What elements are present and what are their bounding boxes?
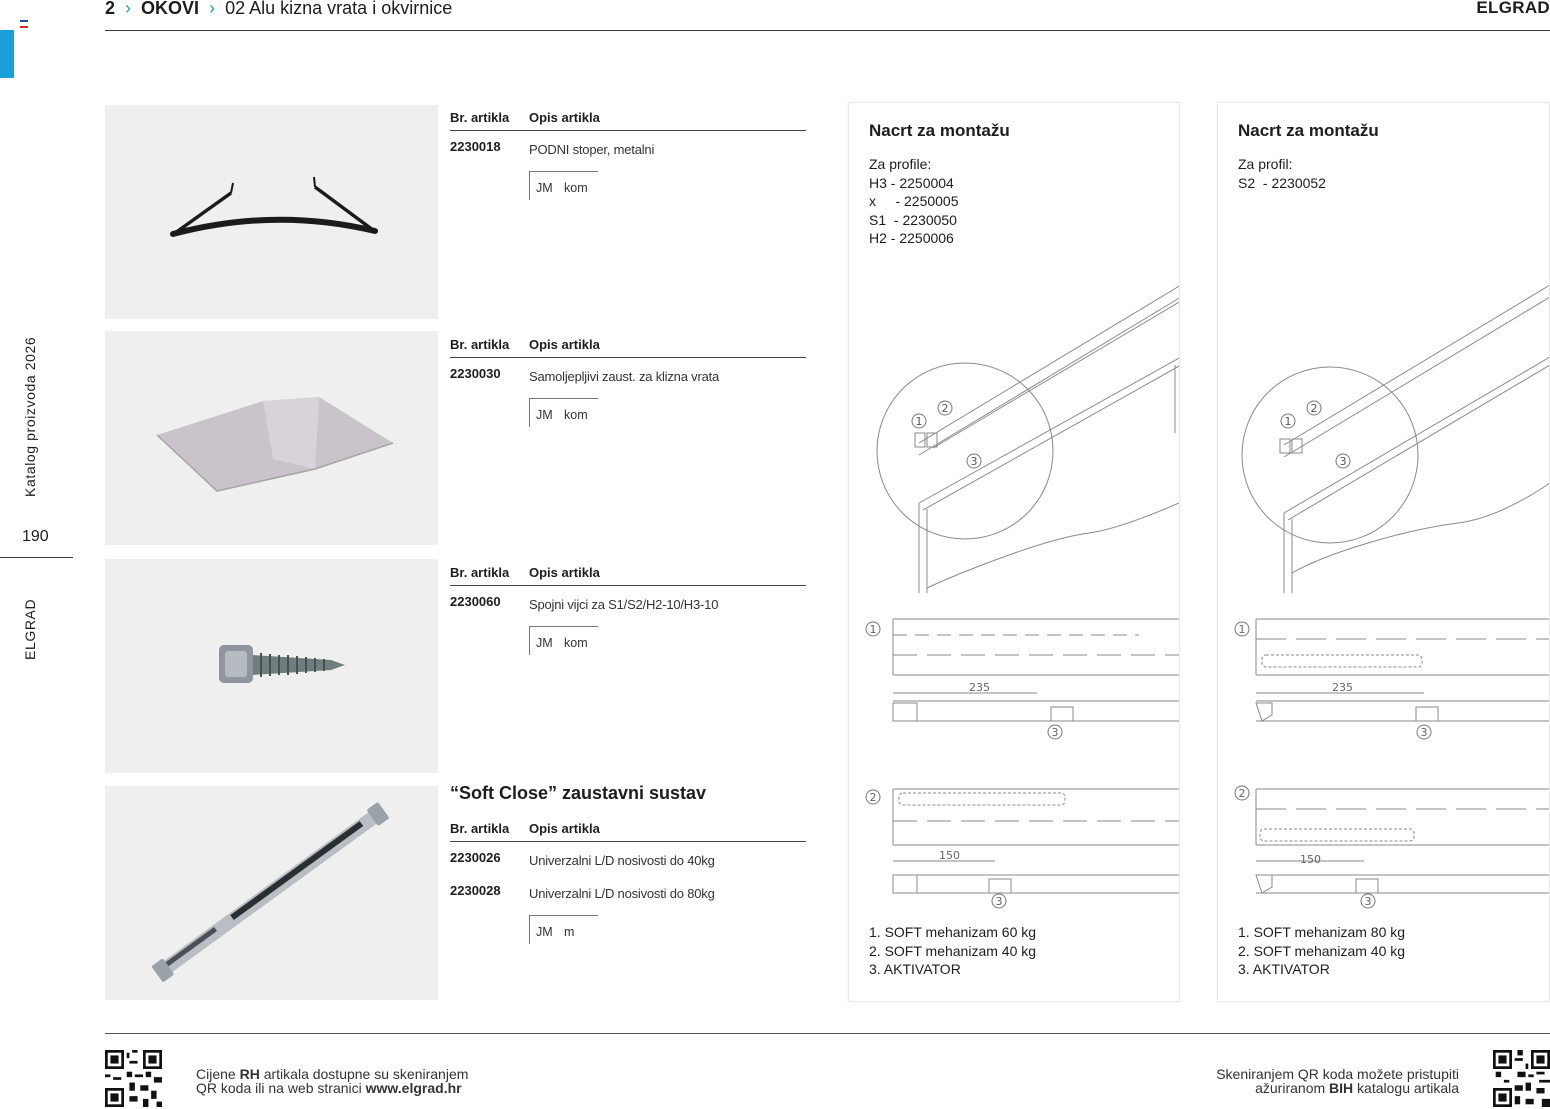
panel-title: Nacrt za montažu: [1238, 121, 1379, 140]
footer-text: ažuriranom: [1255, 1080, 1330, 1096]
table-header: [450, 565, 806, 586]
article-description: Univerzalni L/D nosivosti do 80kg: [529, 886, 715, 901]
mount-panel-1: [848, 102, 1180, 1002]
header-brand: ELGRAD: [1476, 0, 1550, 17]
footer-left-text: [196, 1067, 468, 1095]
component-list: [1238, 923, 1405, 979]
divider: [0, 557, 73, 558]
table-row: [450, 586, 806, 619]
dimension-235: 235: [1332, 681, 1353, 694]
footer-text: QR koda ili na web stranici: [196, 1080, 366, 1096]
unit-label: JM: [536, 925, 553, 939]
breadcrumb: [105, 0, 452, 19]
marker-2: 2: [1310, 402, 1318, 415]
article-code: 2230030: [450, 366, 501, 381]
marker-3: 3: [995, 895, 1003, 908]
marker-3: 3: [1364, 895, 1372, 908]
dimension-235: 235: [969, 681, 990, 694]
marker-1: 1: [1284, 415, 1292, 428]
table-row: [450, 875, 806, 908]
breadcrumb-sub-number: 02: [225, 0, 246, 18]
article-code: 2230018: [450, 139, 501, 154]
marker-3: 3: [1339, 455, 1347, 468]
article-description: Univerzalni L/D nosivosti do 40kg: [529, 853, 715, 868]
unit-label: JM: [536, 636, 553, 650]
table-row: [450, 131, 806, 164]
footer-text: Skeniranjem QR koda možete pristupiti: [1216, 1066, 1459, 1082]
list-item: 3. AKTIVATOR: [1238, 961, 1330, 977]
footer-text: Cijene: [196, 1066, 240, 1082]
marker-3: 3: [970, 455, 978, 468]
unit-value: kom: [564, 408, 588, 422]
footer-right-text: [1216, 1067, 1459, 1095]
website-link[interactable]: www.elgrad.hr: [365, 1080, 462, 1096]
footer-text-bold: BIH: [1329, 1080, 1354, 1096]
section-marker-1: 1: [1238, 623, 1246, 636]
list-item: 2. SOFT mehanizam 40 kg: [869, 942, 1037, 959]
list-item: 1. SOFT mehanizam 60 kg: [869, 924, 1037, 940]
unit-box: [529, 171, 598, 200]
product-table-2230060: [450, 565, 806, 650]
unit-box: [529, 626, 598, 655]
table-row: [450, 842, 806, 875]
unit-label: JM: [536, 408, 553, 422]
marker-3: 3: [1420, 726, 1428, 739]
component-list: [869, 923, 1036, 979]
profile-list: Za profile: H3 - 2250004 x - 2250005 S1 - 2230050 H2 - 2250006: [869, 156, 959, 246]
unit-value: kom: [564, 181, 588, 195]
breadcrumb-section-number: 2: [105, 0, 116, 18]
unit-box: [529, 915, 598, 944]
profile-list: Za profil: S2 - 2230052: [1238, 156, 1326, 191]
dimension-150: 150: [939, 849, 960, 862]
article-description: Samoljepljivi zaust. za klizna vrata: [529, 369, 720, 384]
product-table-soft-close: [450, 821, 806, 939]
sidebar-brand: ELGRAD: [22, 598, 38, 660]
article-description: PODNI stoper, metalni: [529, 142, 655, 157]
article-code: 2230028: [450, 883, 501, 898]
product-image-screw: [105, 559, 438, 773]
chevron-right-icon: ›: [204, 0, 221, 18]
chevron-right-icon: ›: [120, 0, 137, 18]
table-header: [450, 821, 806, 842]
footer-text: katalogu artikala: [1353, 1080, 1459, 1096]
dimension-150: 150: [1300, 853, 1321, 866]
list-item: 1. SOFT mehanizam 80 kg: [1238, 924, 1406, 940]
soft-close-title: “Soft Close” zaustavni sustav: [450, 783, 707, 803]
product-table-2230018: [450, 110, 806, 195]
table-header: [450, 110, 806, 131]
unit-box: [529, 398, 598, 427]
product-image-adhesive-stopper: [105, 331, 438, 545]
page-header: [105, 0, 1550, 31]
mount-panel-2: [1217, 102, 1550, 1002]
marker-3: 3: [1051, 726, 1059, 739]
section-marker-2: 2: [1238, 787, 1246, 800]
section-marker-1: 1: [869, 623, 877, 636]
marker-2: 2: [941, 402, 949, 415]
catalog-label: Katalog proizvoda 2026: [22, 336, 38, 497]
qr-code-rh[interactable]: [105, 1050, 162, 1107]
col-code-header: Br. artikla: [450, 821, 510, 836]
mounting-drawing: [849, 103, 1179, 923]
qr-code-bih[interactable]: [1493, 1050, 1550, 1107]
page-number: 190: [22, 528, 49, 545]
product-image-floor-stopper: [105, 105, 438, 319]
article-code: 2230060: [450, 594, 501, 609]
col-code-header: Br. artikla: [450, 565, 510, 580]
section-marker-2: 2: [869, 791, 877, 804]
col-code-header: Br. artikla: [450, 337, 510, 352]
article-description: Spojni vijci za S1/S2/H2-10/H3-10: [529, 597, 719, 612]
mounting-drawing: [1218, 103, 1549, 923]
footer-text: artikala dostupne su skeniranjem: [259, 1066, 469, 1082]
col-desc-header: Opis artikla: [529, 565, 600, 580]
breadcrumb-section[interactable]: OKOVI: [141, 0, 200, 18]
unit-value: kom: [564, 636, 588, 650]
panel-title: Nacrt za montažu: [869, 121, 1010, 140]
list-item: 3. AKTIVATOR: [869, 961, 961, 977]
unit-value: m: [564, 925, 575, 939]
table-header: [450, 337, 806, 358]
col-desc-header: Opis artikla: [529, 337, 600, 352]
col-code-header: Br. artikla: [450, 110, 510, 125]
marker-1: 1: [915, 415, 923, 428]
footer-text-bold: RH: [239, 1066, 260, 1082]
col-desc-header: Opis artikla: [529, 110, 600, 125]
flag-icon: [20, 20, 28, 27]
product-table-2230030: [450, 337, 806, 422]
table-row: [450, 358, 806, 391]
product-image-soft-close: [105, 786, 438, 1000]
unit-label: JM: [536, 181, 553, 195]
list-item: 2. SOFT mehanizam 40 kg: [1238, 942, 1406, 959]
breadcrumb-subsection[interactable]: Alu kizna vrata i okvirnice: [249, 0, 453, 18]
col-desc-header: Opis artikla: [529, 821, 600, 836]
section-tab-marker: [0, 30, 14, 78]
article-code: 2230026: [450, 850, 501, 865]
footer-divider: [105, 1033, 1550, 1034]
